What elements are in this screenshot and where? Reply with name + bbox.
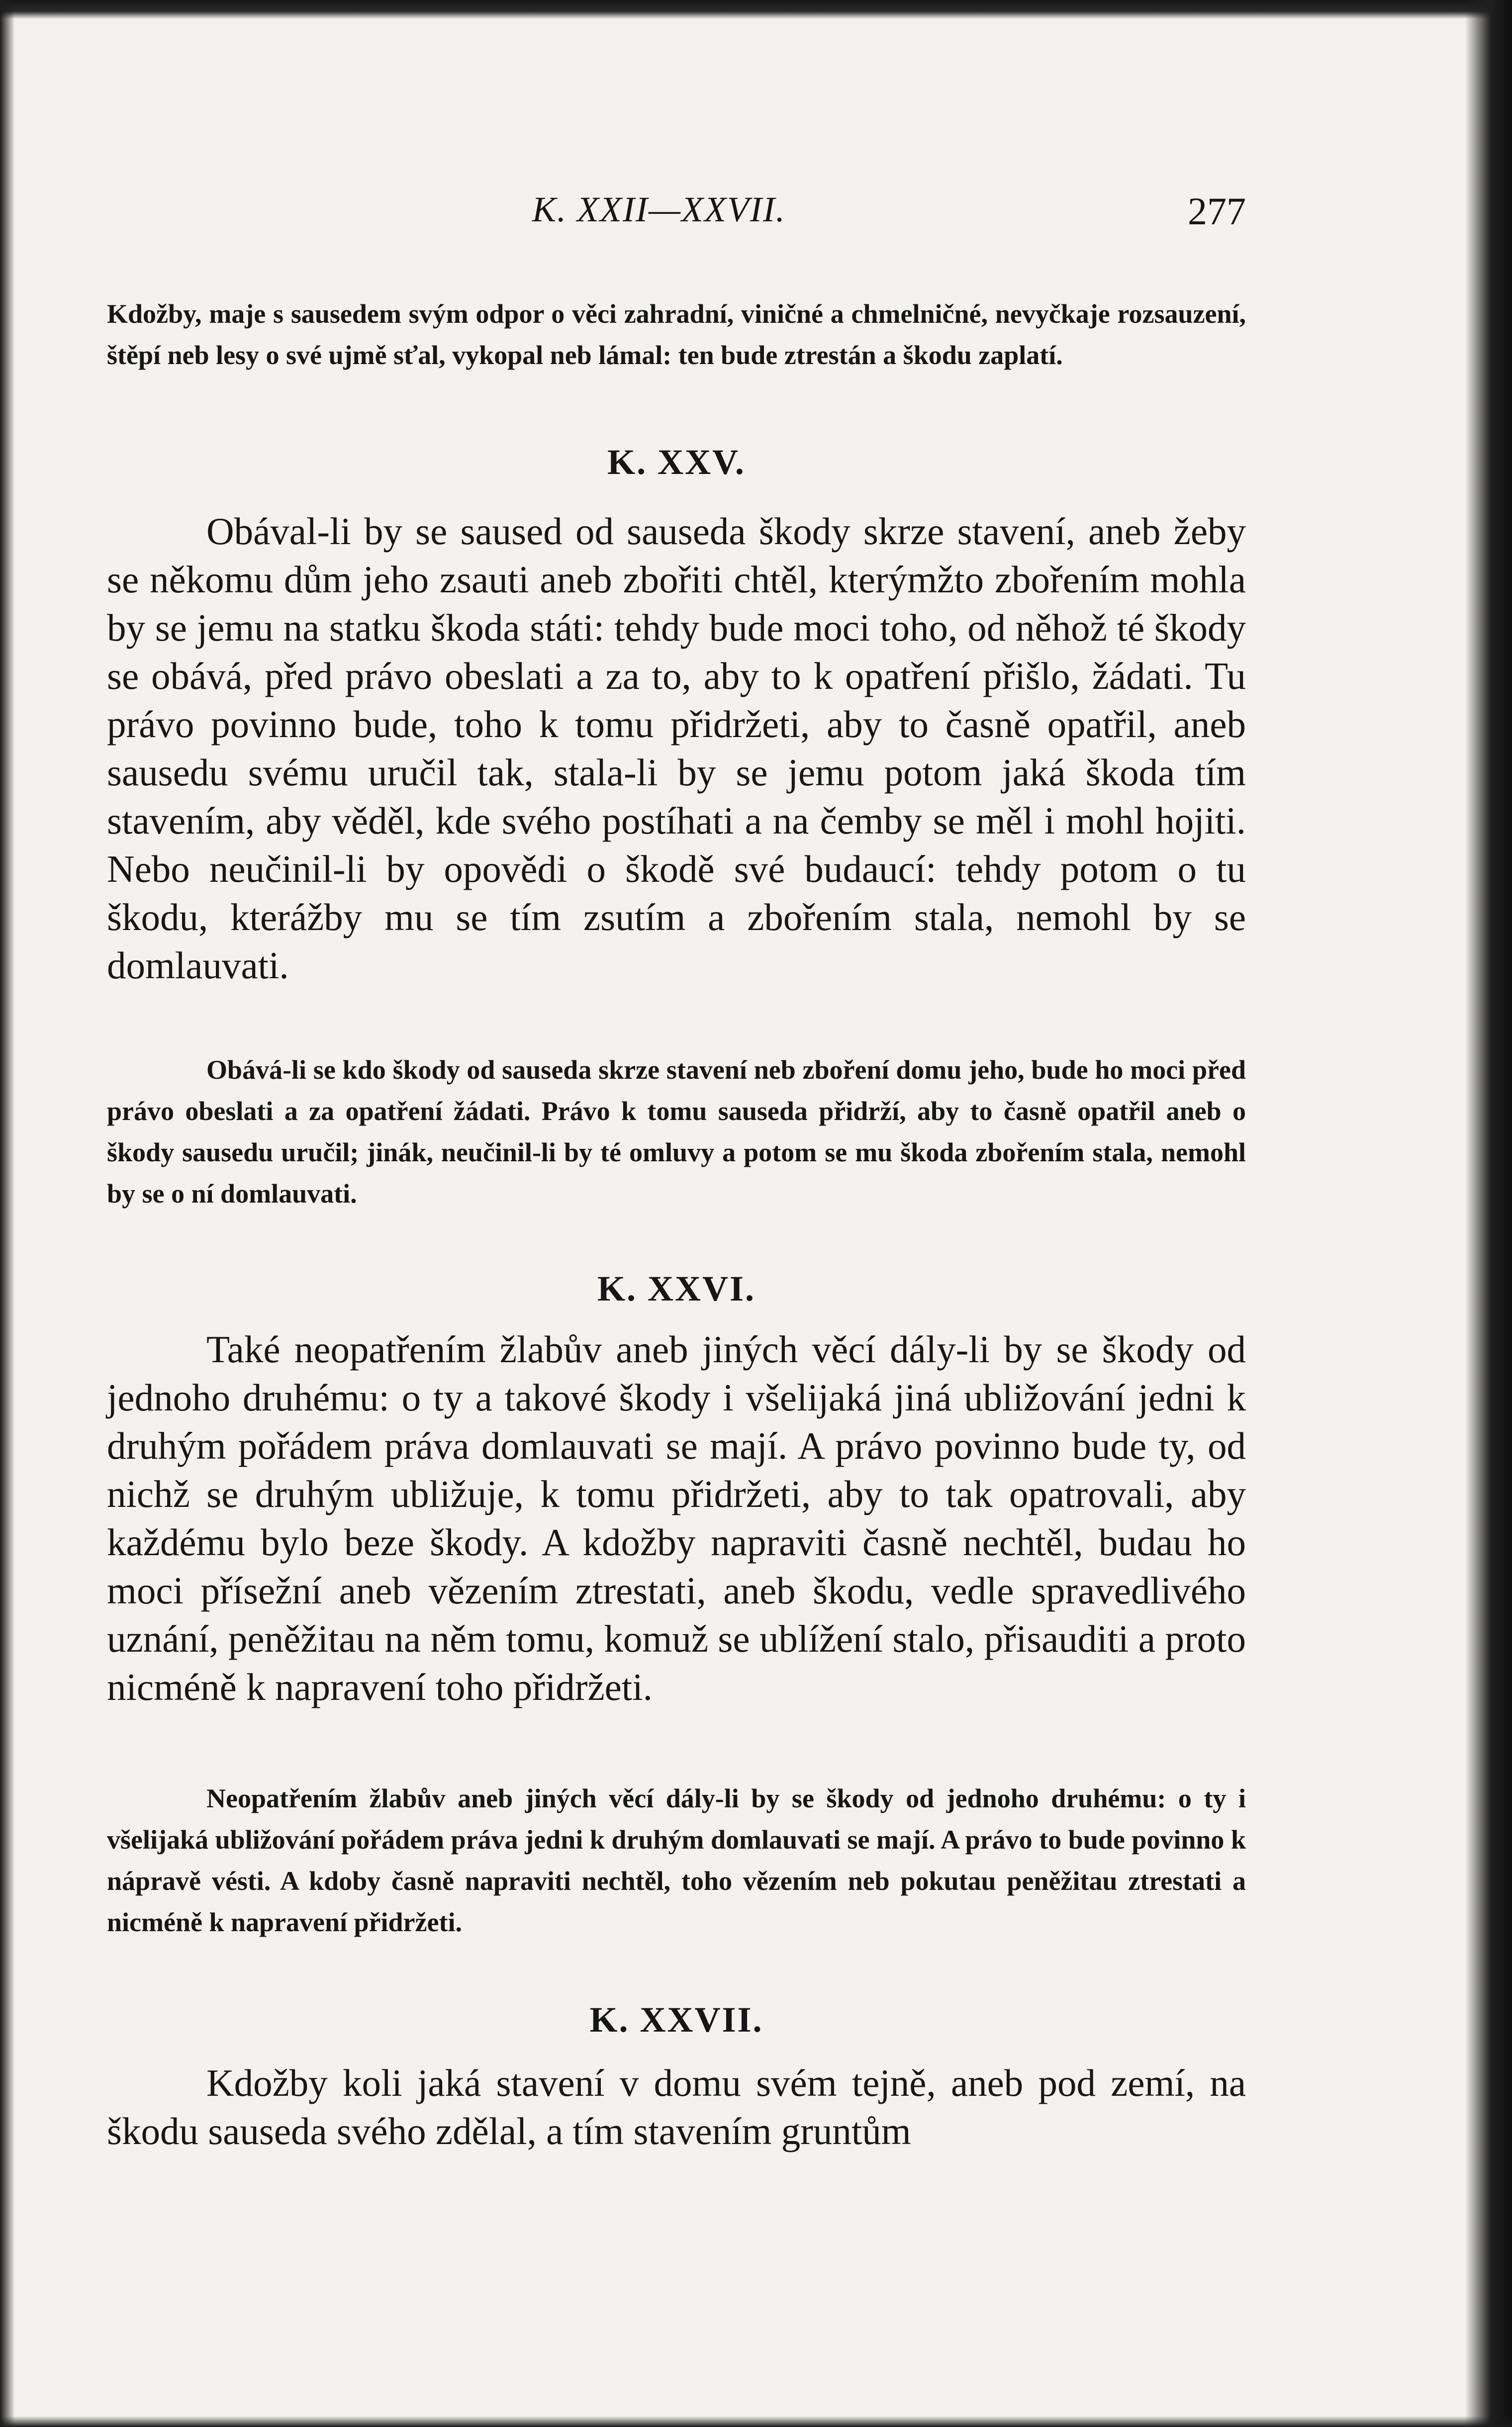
summary-xxiv: Kdožby, maje s sausedem svým odpor o věci zahradní, viničné a chmelničné, nevyčkaje rozsauzení, štěpí neb lesy o své ujmě sťal, vykopal neb lámal: ten bude ztrestán a škodu zaplatí. bbox=[107, 299, 1246, 370]
running-title: K. XXII—XXVII. bbox=[532, 189, 786, 229]
chapter-heading-xxvii: K. XXVII. bbox=[589, 2000, 763, 2040]
scan-edge-left bbox=[0, 0, 15, 2427]
chapter-heading-xxv: K. XXV. bbox=[607, 442, 746, 482]
running-header bbox=[107, 189, 1246, 249]
scan-edge-top bbox=[0, 0, 1512, 19]
chapter-text-xxv: Obával-li by se saused od sauseda škody skrze stavení, aneb žeby se někomu dům jeho zsauti aneb zbořiti chtěl, kterýmžto zbořením mohla by se jemu na statku škoda státi: tehdy bude moci toho, od něhož té škody se obává, před právo obeslati a za to, aby to k opatření přišlo, žádati. Tu právo povinno bude, toho k tomu přidržeti, aby to časně opatřil, aneb sausedu svému uručil tak, stala-li by se jemu potom jaká škoda tím stavením, aby věděl, kde svého postíhati a na čemby se měl i mohl hojiti. Nebo neučinil-li by opovědi o škodě své budaucí: tehdy potom o tu škodu, kterážby mu se tím zsutím a zbořením stala, nemohl by se domlauvati. bbox=[107, 510, 1246, 987]
scan-edge-bottom bbox=[0, 2416, 1512, 2427]
summary-xxv: Obává-li se kdo škody od sauseda skrze stavení neb zboření domu jeho, bude ho moci před právo obeslati a za opatření žádati. Právo k tomu sauseda přidrží, aby to časně opatřil aneb o škody sausedu uručil; jinák, neučinil-li by té omluvy a potom se mu škoda zbořením stala, nemohl by se o ní domlauvati. bbox=[107, 1055, 1246, 1209]
summary-xxvi: Neopatřením žlabův aneb jiných věcí dály-li by se škody od jednoho druhému: o ty i všelijaká ubližování pořádem práva jedni k druhým domlauvati se mají. A právo to bude povinno k nápravě vésti. A kdoby časně napraviti nechtěl, toho vězením neb pokutau peněžitau ztrestati a nicméně k napravení přidržeti. bbox=[107, 1783, 1246, 1937]
scan-edge-right bbox=[1465, 0, 1512, 2427]
chapter-text-xxvi: Také neopatřením žlabův aneb jiných věcí dály-li by se škody od jednoho druhému: o ty a takové škody i všelijaká jiná ubližování jedni k druhým pořádem práva domlauvati se mají. A právo povinno bude ty, od nichž se druhým ubližuje, k tomu přidržeti, aby to tak opatrovali, aby každému bylo beze škody. A kdožby napraviti časně nechtěl, budau ho moci přísežní aneb vězením ztrestati, aneb škodu, vedle spravedlivého uznání, peněžitau na něm tomu, komuž se ublížení stalo, přisauditi a proto nicméně k napravení toho přidržeti. bbox=[107, 1328, 1246, 1708]
chapter-text-xxvii: Kdožby koli jaká stavení v domu svém tejně, aneb pod zemí, na škodu sauseda svého zdělal, a tím stavením gruntům bbox=[107, 2061, 1246, 2152]
chapter-heading-xxvi: K. XXVI. bbox=[597, 1269, 756, 1308]
page-number: 277 bbox=[1188, 189, 1246, 233]
